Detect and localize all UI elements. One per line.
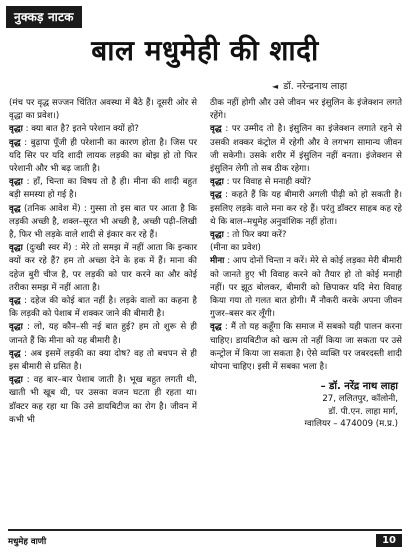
address-line: ग्वालियर – 474009 (म.प्र.) bbox=[304, 419, 398, 430]
dialogue-text: : बुढ़ापा पूँजी ही परेशानी का कारण होता है। जिस पर यदि सिर पर यदि शादी लायक लड़की का बोझ हो तो फिर परेशानी और भी बढ़ जाती है। bbox=[9, 137, 198, 175]
dialogue-line bbox=[9, 374, 197, 427]
speaker-name: मीना bbox=[210, 256, 225, 267]
dialogue-text: (मंच पर वृद्ध सज्जन चिंतित अवस्था में बैठे हैं। दूसरी ओर से वृद्धा का प्रवेश।) bbox=[9, 98, 197, 122]
dialogue-text: : मैं तो यह कहूँगा कि समाज में सबको यही पालन करना चाहिए। डायबिटीज को खत्म तो नहीं किया जा सकता पर उसे कन्ट्रोल में किया जा सकता है। ऐसे व्यक्ति पर जबरदस्ती शादी थोपना चाहिए। इसी में सबका भला है। bbox=[210, 322, 402, 373]
address-line: 27, ललितपुर, कॉलोनी, bbox=[322, 394, 398, 405]
speaker-name: वृद्ध bbox=[9, 296, 21, 307]
dialogue-line bbox=[210, 321, 402, 374]
address-line: डॉ. पी.एन. लाहा मार्ग, bbox=[328, 406, 398, 417]
speaker-name: वृद्ध bbox=[9, 348, 21, 359]
dialogue-line bbox=[210, 229, 402, 242]
dialogue-text: : तो फिर क्या करें? bbox=[226, 230, 287, 241]
dialogue-line bbox=[9, 242, 197, 295]
dialogue-text: : लो, यह कौन–सी नई बात हुई? हम तो शुरू से ही जानते हैं कि मीना को यह बीमारी है। bbox=[9, 322, 198, 346]
page-footer bbox=[0, 529, 410, 554]
dialogue-line bbox=[210, 242, 402, 255]
magazine-name: मधुमेह वाणी bbox=[8, 537, 47, 547]
dialogue-line bbox=[9, 137, 197, 177]
triangle-icon: ◄ bbox=[272, 82, 279, 91]
dialogue-text: (मीना का प्रवेश) bbox=[210, 243, 261, 254]
dialogue-text: : पर उम्मीद तो है। इंसुलिन का इंजेक्शन लगाते रहने से उसकी शक्कर कंट्रोल में रहेगी और वे लगभग सामान्य जीवन जी सकेगी। उसके शरीर में इंसुलिन नहीं बनता। इंजेक्शन से इंसुलिन लेगी तो सब ठीक रहेगा। bbox=[210, 124, 402, 175]
speaker-name: वृद्ध bbox=[9, 137, 21, 148]
dialogue-text: : आप दोनों चिन्ता न करें। मेरे से कोई लड़का मेरी बीमारी को जानते हुए भी विवाह करने को तैयार हो तो कोई मनाही नहीं। पर झूठ बोलकर, बीमारी को छिपाकर यदि मेरा विवाह किया गया तो गलत बात होगी। मैं नौकरी करके अपना जीवन गुजर–बसर कर लूँगी। bbox=[210, 256, 402, 320]
section-tag: नुक्कड़ नाटक bbox=[6, 6, 82, 28]
speaker-name: वृद्धा bbox=[210, 230, 224, 241]
dialogue-text: : अब इसमें लड़की का क्या दोष? वह तो बचपन से ही इस बीमारी से ग्रसित है। bbox=[9, 348, 197, 373]
author-byline bbox=[272, 79, 347, 92]
dialogue-text: (तनिक आवेश में) : गुस्सा तो इस बात पर आता है कि लड़की अच्छी है, शक्ल–सूरत भी अच्छी है, अच्छी पढ़ी–लिखी है, फिर भी लड़के वाले शादी से इंकार कर रहे हैं। bbox=[9, 203, 198, 241]
dialogue-text: : क्या बात है? इतने परेशान क्यों हो? bbox=[25, 124, 139, 135]
dialogue-line bbox=[9, 203, 197, 243]
dialogue-line bbox=[9, 295, 197, 321]
speaker-name: वृद्धा bbox=[210, 177, 224, 188]
speaker-name: वृद्धा bbox=[9, 375, 23, 386]
author-signature: – डॉ. नरेंद्र नाथ लाहा bbox=[320, 381, 398, 393]
speaker-name: वृद्ध bbox=[9, 203, 21, 214]
dialogue-line bbox=[210, 189, 402, 229]
dialogue-line bbox=[210, 123, 402, 176]
left-column bbox=[9, 97, 197, 427]
dialogue-text: (दुःखी स्वर में) : मेरे तो समझ में नहीं आता कि इन्कार क्यों कर रहे हैं? हम तो अच्छा देने के हक में हैं। माना की दहेज बुरी चीज है, पर लड़की को पार करने का और कोई तरीका समझ में नहीं आता है। bbox=[9, 243, 197, 293]
dialogue-text: : कहते हैं कि यह बीमारी अगली पीढ़ी को हो सकती है। इसलिए लड़के वाले मना कर रहे हैं। परंतु डॉक्टर साहब कह रहे थे कि बाल–मधुमेह अनुवांशिक नहीं होता। bbox=[210, 190, 402, 227]
dialogue-line bbox=[9, 321, 197, 347]
author-name: डॉ. नरेन्द्रनाथ लाहा bbox=[283, 81, 348, 92]
speaker-name: वृद्धा bbox=[9, 177, 23, 188]
right-column bbox=[210, 97, 402, 431]
dialogue-line bbox=[210, 255, 402, 321]
dialogue-line bbox=[9, 97, 197, 123]
article-title: बाल मधुमेही की शादी bbox=[91, 34, 319, 67]
dialogue-text: : हाँ, चिन्ता का विषय तो है ही। मीना की शादी बहुत बड़ी समस्या हो गई है। bbox=[9, 177, 197, 201]
dialogue-text: ठीक नहीं होगी और उसे जीवन भर इंसुलिन के इंजेक्शन लगते रहेंगे। bbox=[210, 98, 402, 122]
dialogue-line bbox=[9, 123, 197, 136]
speaker-name: वृद्धा bbox=[9, 322, 23, 333]
speaker-name: वृद्ध bbox=[210, 124, 222, 135]
dialogue-line bbox=[9, 176, 197, 202]
dialogue-line bbox=[210, 97, 402, 123]
author-address bbox=[210, 393, 402, 431]
speaker-name: वृद्धा bbox=[9, 243, 23, 254]
speaker-name: वृद्ध bbox=[210, 322, 222, 333]
dialogue-text: : वह बार–बार पेशाब जाती है। भूख बहुत लगती थी, खाती भी खूब थी, पर उसका वजन घटता ही रहता था। डॉक्टर कह रहा था कि उसे डायबिटीज का रोग है। जीवन में कभी भी bbox=[9, 375, 197, 425]
page-number: 10 bbox=[376, 534, 402, 547]
dialogue-line bbox=[210, 176, 402, 189]
speaker-name: वृद्ध bbox=[210, 190, 222, 201]
dialogue-line bbox=[9, 348, 197, 374]
footer-divider bbox=[8, 529, 402, 531]
dialogue-text: : दहेज की कोई बात नहीं है। लड़के वालों का कहना है कि लड़की को पेशाब में शक्कर जाने की बीमारी है। bbox=[9, 296, 197, 320]
dialogue-text: : पर विवाह से मनाही क्यों? bbox=[226, 177, 312, 188]
speaker-name: वृद्धा bbox=[9, 124, 23, 135]
